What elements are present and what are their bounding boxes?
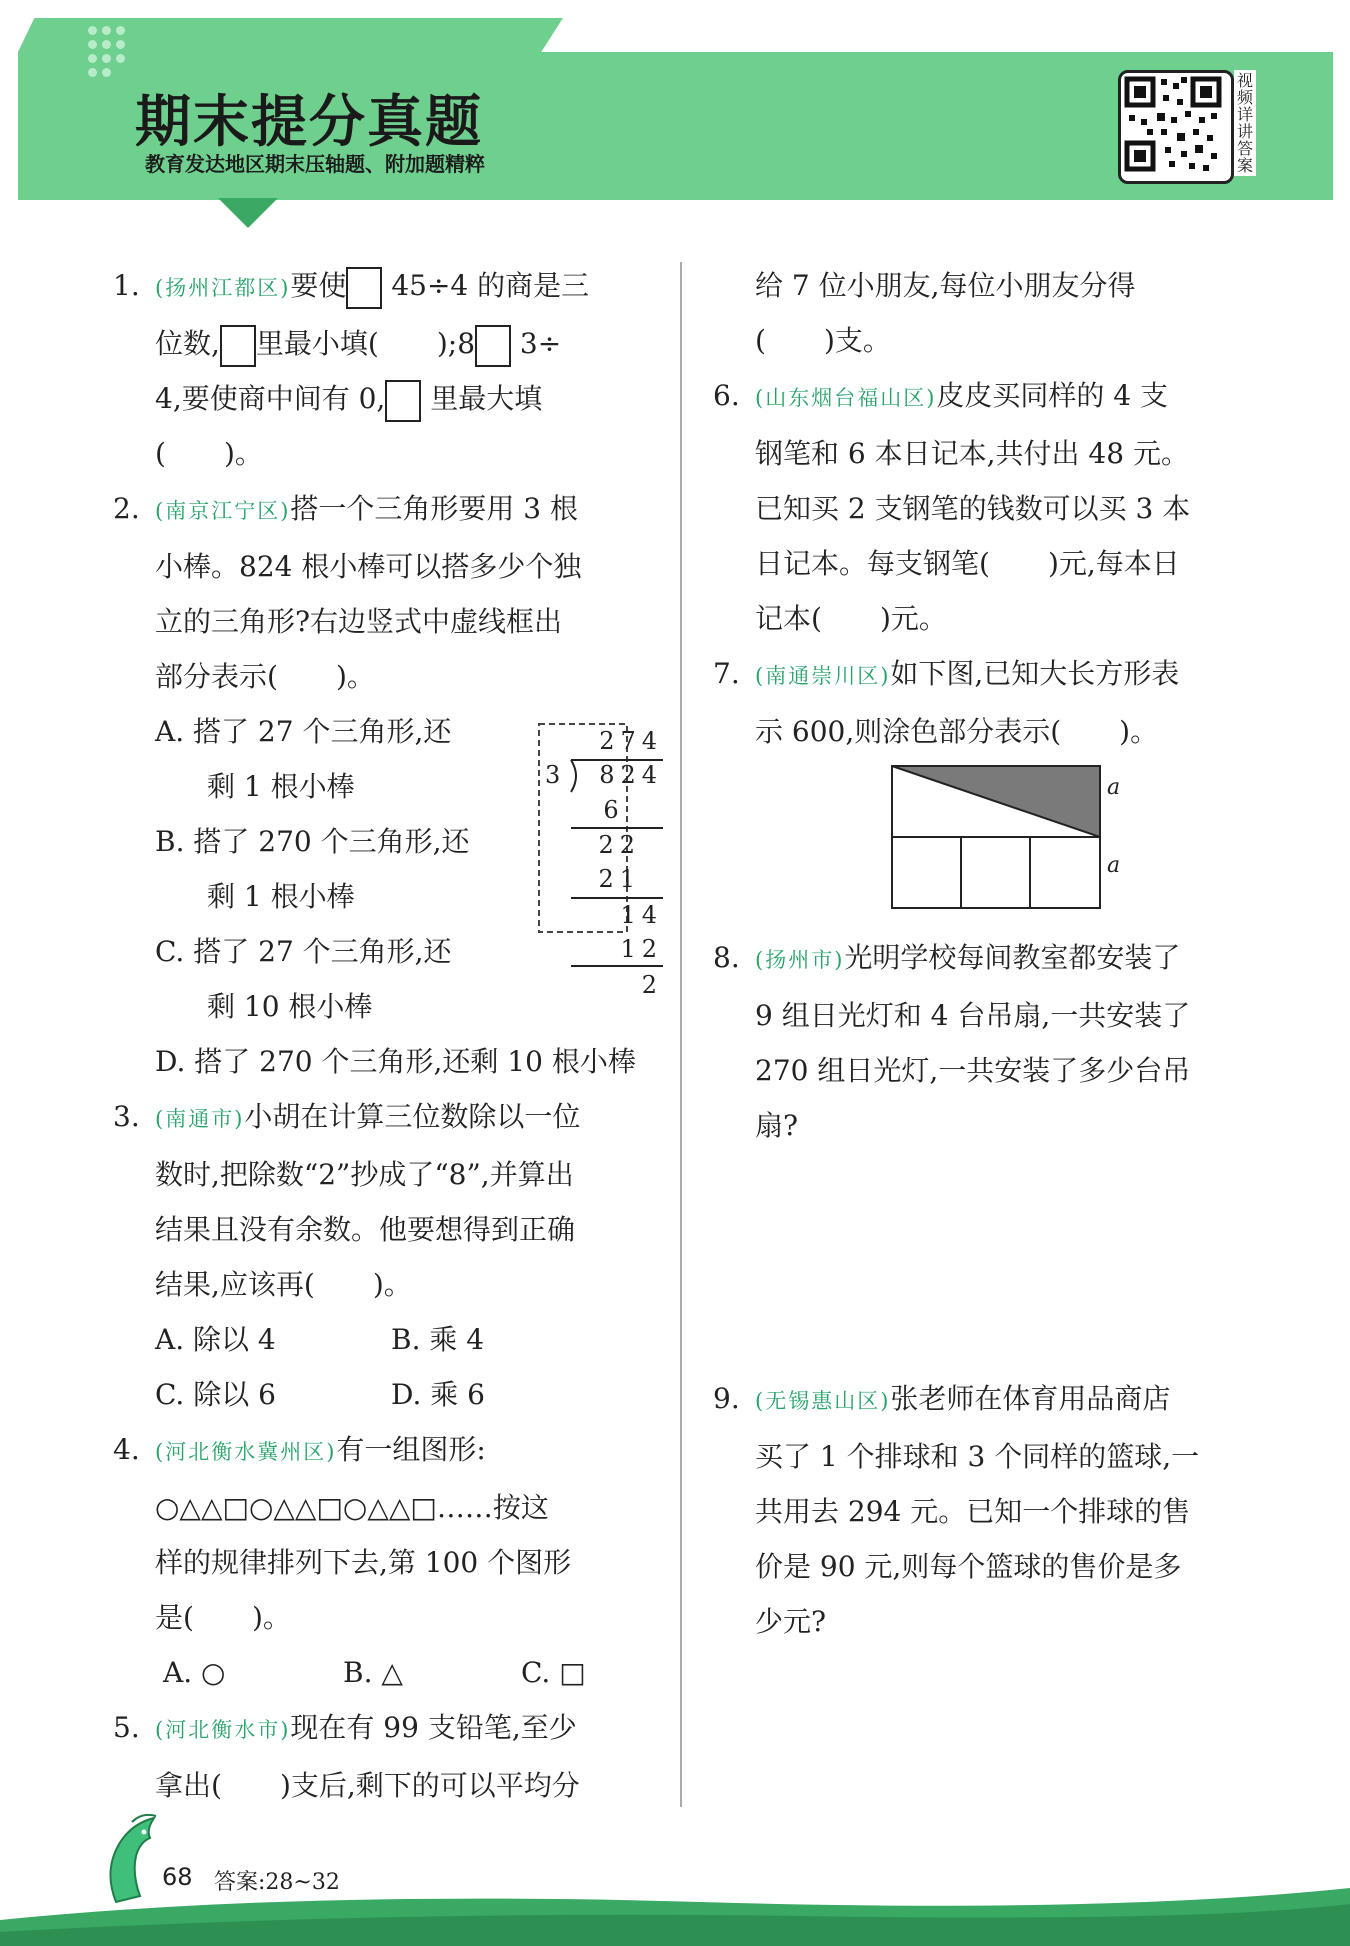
question-text: 现在有 99 支铅笔,至少 [290,1711,577,1744]
question-text: )。 [1119,715,1159,748]
left-column [113,258,670,1813]
qr-label: 视频详讲答案 [1234,70,1256,176]
question-1 [113,258,670,481]
division-step: 6 [603,796,619,824]
question-4 [113,1422,670,1700]
question-number: 2. [113,492,140,525]
question-5-continued [755,258,1270,368]
question-number: 3. [113,1100,140,1133]
dolphin-icon [96,1812,166,1912]
question-text: 示 600,则涂色部分表示( [755,715,1062,748]
question-text: 张老师在体育用品商店 [890,1382,1171,1415]
question-text: 钢笔和 6 本日记本,共付出 48 元。 [755,437,1189,470]
choice-option-c[interactable]: C. □ [521,1656,586,1689]
page-title: 期末提分真题 [135,90,483,155]
question-source: (南通崇川区) [755,664,891,688]
question-text: 小胡在计算三位数除以一位 [244,1100,581,1133]
question-text: )。 [335,660,375,693]
option-text: B. 搭了 270 个三角形,还 [155,825,470,858]
question-text: 日记本。每支钢笔( [755,547,990,580]
answer-box[interactable] [346,267,382,309]
question-text: 光明学校每间教室都安装了 [844,941,1181,974]
question-source: (河北衡水冀州区) [155,1440,337,1464]
question-text: 少元? [755,1605,827,1638]
question-7 [713,646,1270,930]
page-number: 68 [162,1863,193,1891]
choice-option-d[interactable]: D. 乘 6 [391,1378,485,1411]
side-label-a: a [1107,853,1121,878]
choice-option-b[interactable]: B. 乘 4 [391,1323,485,1356]
question-source: (扬州江都区) [155,276,291,300]
division-quotient: 274 [599,727,663,755]
division-step: 21 [598,865,641,893]
division-dividend: 824 [599,761,663,789]
question-text: 皮皮买同样的 4 支 [936,379,1169,412]
question-text: )。 [251,1601,291,1634]
question-text: ( [755,324,766,357]
question-text: 9 组日光灯和 4 台吊扇,一共安装了 [755,999,1191,1032]
question-number: 7. [713,657,740,690]
option-text: 剩 1 根小棒 [207,770,355,803]
answer-box[interactable] [475,325,511,367]
footer-wave [0,1880,1350,1946]
division-step: 14 [620,901,663,929]
choice-option-c[interactable] [155,924,515,1034]
question-text: 里最大填 [430,382,543,415]
option-text: D. 搭了 270 个三角形,还剩 10 根小棒 [155,1045,636,1078]
question-source: (南通市) [155,1107,245,1131]
question-text: );8 [436,327,476,360]
choice-option-b[interactable] [155,814,515,924]
qr-code[interactable] [1118,70,1234,184]
question-number: 5. [113,1711,140,1744]
question-text: 要使 [290,269,347,302]
division-remainder: 2 [641,971,663,999]
answer-reference: 答案:28~32 [214,1870,340,1895]
question-text: )元。 [879,602,947,635]
answer-box[interactable] [385,380,421,422]
question-number: 1. [113,269,140,302]
division-divisor: 3 [545,761,561,789]
choice-option-c[interactable]: C. 除以 6 [155,1378,276,1411]
question-text: 拿出( [155,1769,222,1802]
question-3 [113,1089,670,1422]
qr-code-icon [1121,73,1225,175]
choice-option-a[interactable]: A. 除以 4 [155,1323,276,1356]
question-number: 9. [713,1382,740,1415]
option-text: A. 搭了 27 个三角形,还 [155,715,452,748]
question-text: 位数, [155,327,220,360]
question-text: 扇? [755,1109,799,1142]
question-5 [113,1700,670,1813]
question-text: 结果,应该再( [155,1268,315,1301]
question-source: (无锡惠山区) [755,1389,891,1413]
long-division-figure [537,718,667,1008]
question-text: )元,每本日 [1047,547,1180,580]
question-text: 部分表示( [155,660,278,693]
question-8 [713,930,1270,1153]
question-text: 价是 90 元,则每个篮球的售价是多 [755,1550,1182,1583]
question-text: 4,要使商中间有 0, [155,382,386,415]
right-column [713,258,1270,1649]
question-text: ○△△□○△△□○△△□……按这 [155,1491,549,1524]
question-text: 已知买 2 支钢笔的钱数可以买 3 本 [755,492,1191,525]
option-text: 剩 1 根小棒 [207,880,355,913]
question-text: 买了 1 个排球和 3 个同样的篮球,一 [755,1440,1200,1473]
question-number: 6. [713,379,740,412]
question-text: ( [155,437,166,470]
question-text: 是( [155,1601,194,1634]
option-text: C. 搭了 27 个三角形,还 [155,935,452,968]
question-text: 给 7 位小朋友,每位小朋友分得 [755,269,1136,302]
choice-option-d[interactable] [155,1034,670,1089]
question-text: )。 [223,437,263,470]
choice-option-a[interactable] [155,704,515,814]
header-arrow [218,198,278,228]
question-text: 有一组图形: [336,1433,486,1466]
side-label-a: a [1107,775,1121,800]
question-text: 记本( [755,602,822,635]
question-source: (山东烟台福山区) [755,386,937,410]
division-step: 12 [620,935,663,963]
page-subtitle: 教育发达地区期末压轴题、附加题精粹 [145,152,485,176]
option-text: 剩 10 根小棒 [207,990,373,1023]
choice-option-b[interactable]: B. △ [343,1656,403,1689]
question-text: )支。 [823,324,891,357]
question-text: 45÷4 的商是三 [391,269,590,302]
question-text: 数时,把除数“2”抄成了“8”,并算出 [155,1158,574,1191]
question-text: 3÷ [519,327,562,360]
question-text: 立的三角形?右边竖式中虚线框出 [155,605,563,638]
division-step: 22 [598,831,641,859]
question-source: (扬州市) [755,948,845,972]
question-text: )支后,剩下的可以平均分 [279,1769,580,1802]
question-number: 4. [113,1433,140,1466]
column-divider [680,262,682,1807]
question-9 [713,1371,1270,1649]
question-text: 如下图,已知大长方形表 [890,657,1180,690]
question-text: 搭一个三角形要用 3 根 [290,492,579,525]
choice-option-a[interactable]: A. ○ [163,1656,226,1689]
question-number: 8. [713,941,740,974]
answer-box[interactable] [220,325,256,367]
question-text: 270 组日光灯,一共安装了多少台吊 [755,1054,1191,1087]
question-source: (河北衡水市) [155,1718,291,1742]
question-6 [713,368,1270,646]
rectangle-figure [755,765,1270,930]
question-text: 小棒。824 根小棒可以搭多少个独 [155,550,582,583]
question-text: 结果且没有余数。他要想得到正确 [155,1213,576,1246]
question-text: 共用去 294 元。已知一个排球的售 [755,1495,1191,1528]
question-text: )。 [372,1268,412,1301]
decorative-dots [88,26,124,86]
question-text: 样的规律排列下去,第 100 个图形 [155,1546,572,1579]
question-text: 里最小填( [255,327,379,360]
question-source: (南京江宁区) [155,499,291,523]
